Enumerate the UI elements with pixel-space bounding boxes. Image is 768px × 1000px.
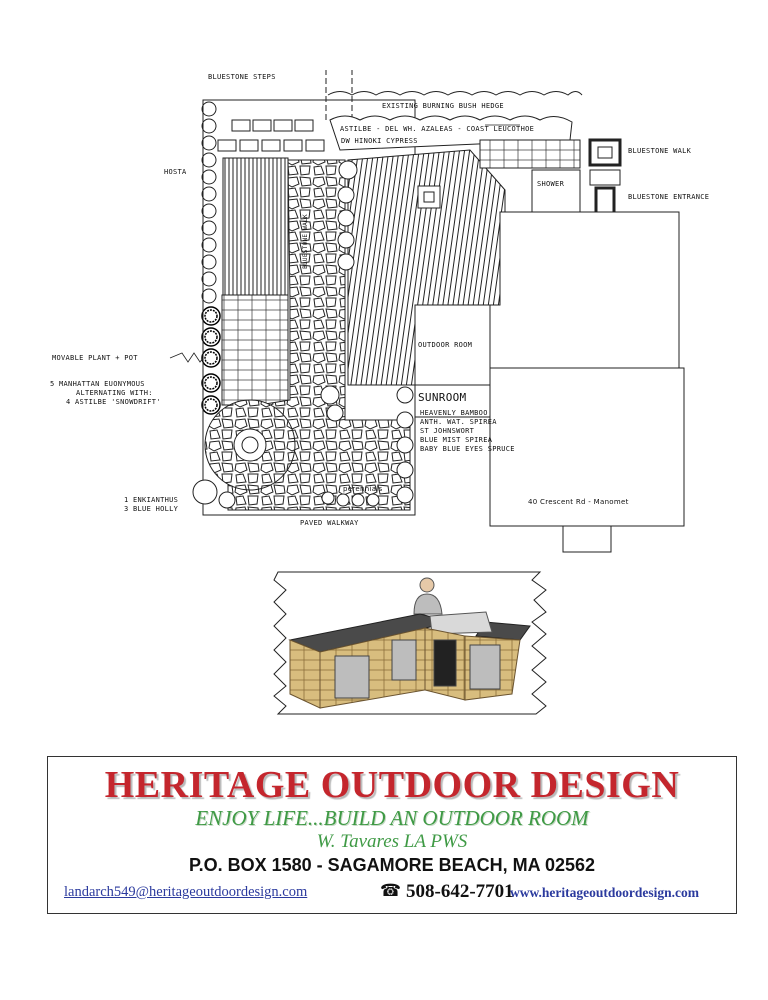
property-address-label: 40 Crescent Rd - Manomet <box>528 498 629 506</box>
bluestone-walk-label: BLUESTONE WALK <box>628 147 692 155</box>
manhattan-label-3: 4 ASTILBE 'SNOWDRIFT' <box>66 398 161 406</box>
designer-name: W. Tavares LA PWS <box>316 831 468 852</box>
manhattan-label-1: 5 MANHATTAN EUONYMOUS <box>50 380 145 388</box>
company-tagline: ENJOY LIFE...BUILD AN OUTDOOR ROOM <box>195 806 589 830</box>
hinoki-label: DW HINOKI CYPRESS <box>341 137 418 145</box>
perennials-label: perennials <box>343 485 383 493</box>
hosta-label: HOSTA <box>164 168 187 176</box>
deck-left <box>223 158 288 298</box>
hedge <box>328 92 582 96</box>
sunroom-label: SUNROOM <box>418 391 467 404</box>
outdoor-room-label: OUTDOOR ROOM <box>418 341 473 349</box>
manhattan-label-2: ALTERNATING WITH: <box>76 389 153 397</box>
email-link[interactable]: landarch549@heritageoutdoordesign.com <box>64 884 308 900</box>
company-banner <box>47 756 737 914</box>
blue-holly-label: 3 BLUE HOLLY <box>124 505 179 513</box>
plant-label-4: BLUE MIST SPIREA <box>420 436 493 444</box>
paver-patio <box>222 295 288 405</box>
hosta-row <box>202 102 216 303</box>
plant-label-1: HEAVENLY BAMBOO <box>420 409 488 417</box>
plant-label-5: BABY BLUE EYES SPRUCE <box>420 445 515 453</box>
bluestone-entrance-label: BLUESTONE ENTRANCE <box>628 193 710 201</box>
mailing-address: P.O. BOX 1580 - SAGAMORE BEACH, MA 02562 <box>188 855 596 875</box>
website-link[interactable]: www.heritageoutdoordesign.com <box>510 885 699 900</box>
enkianthus-label: 1 ENKIANTHUS <box>124 496 179 504</box>
movable-plant-label: MOVABLE PLANT + POT <box>52 354 138 362</box>
plant-label-3: ST JOHNSWORT <box>420 427 475 435</box>
astilbe-row-label: ASTILBE - DEL WH. AZALEAS - COAST LEUCOTHOE <box>340 125 535 133</box>
paved-walkway-label: PAVED WALKWAY <box>300 519 359 527</box>
phone-number: 508-642-7701 <box>406 881 514 902</box>
existing-hedge-label: EXISTING BURNING BUSH HEDGE <box>382 102 504 110</box>
outdoor-kitchen-illustration <box>274 572 546 714</box>
company-title: HERITAGE OUTDOOR DESIGN <box>104 764 680 806</box>
euonymus-shrubs <box>202 307 220 414</box>
shower-label: SHOWER <box>537 180 565 188</box>
phone-icon: ☎ <box>380 881 402 901</box>
bluestone-walk <box>480 140 580 168</box>
plant-label-2: ANTH. WAT. SPIREA <box>420 418 497 426</box>
bluestone-steps-label: BLUESTONE STEPS <box>208 73 276 81</box>
bluestone-steps <box>218 120 324 151</box>
bluestone-walk-vertical-label: BLUESTONE WALK <box>301 214 309 269</box>
